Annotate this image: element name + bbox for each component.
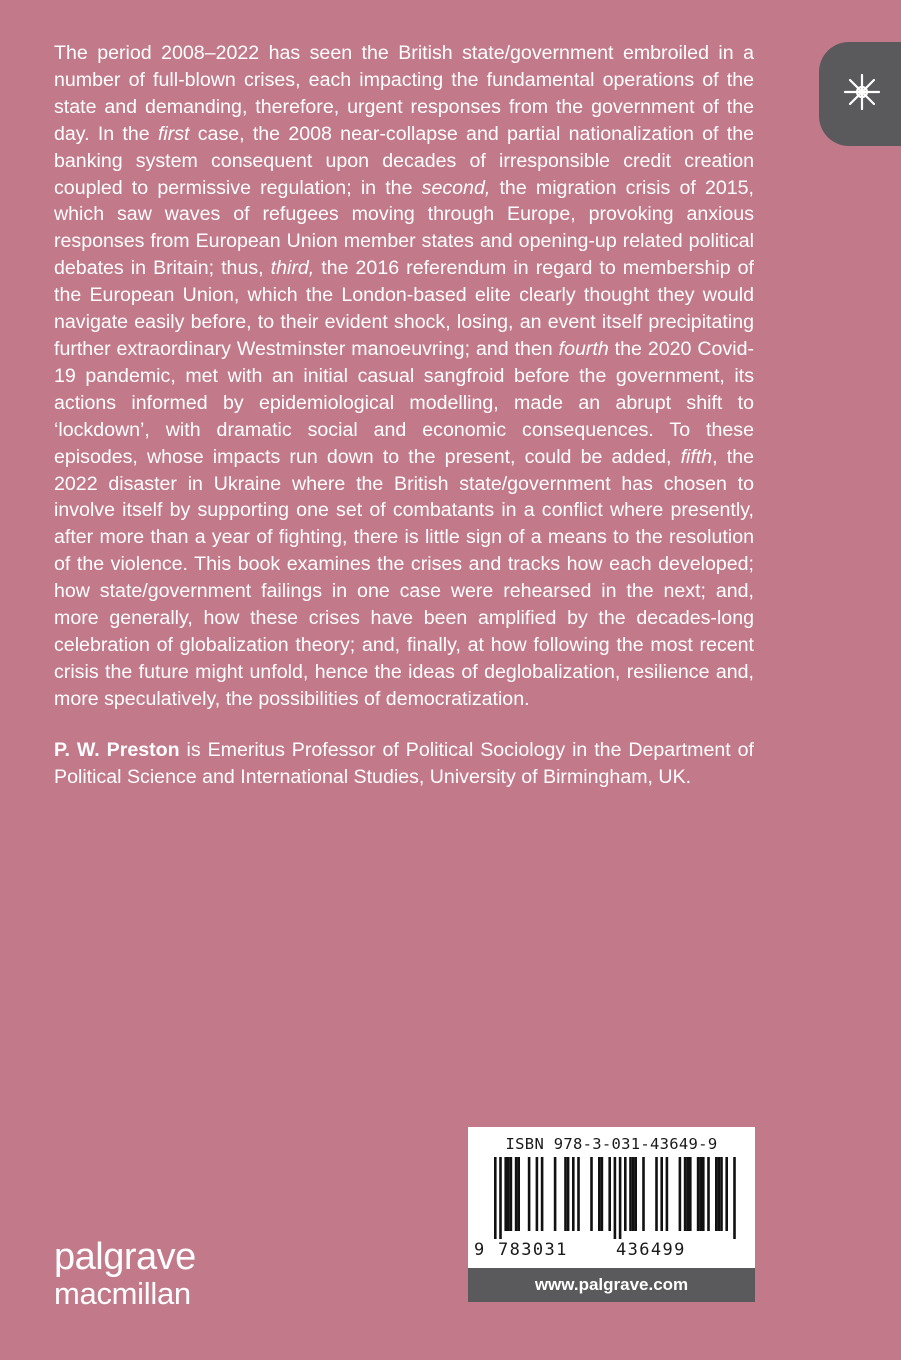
ean-digits-left: 783031 (498, 1240, 568, 1260)
barcode-bar (515, 1157, 518, 1231)
barcode-bar (567, 1157, 570, 1231)
barcode-bar (733, 1157, 736, 1239)
barcode-bar (507, 1157, 510, 1231)
blurb-emphasis: fourth (558, 337, 609, 360)
blurb-emphasis: second, (421, 176, 491, 199)
barcode-bar (655, 1157, 658, 1231)
barcode-bar (642, 1157, 645, 1231)
ean-digit-first: 9 (474, 1240, 485, 1260)
barcode-bar (629, 1157, 632, 1231)
barcode-bar (684, 1157, 687, 1231)
barcode-bar (541, 1157, 544, 1231)
barcode-bar (554, 1157, 557, 1231)
barcode-bar (689, 1157, 692, 1231)
barcode-bar (679, 1157, 682, 1231)
blurb-emphasis: third, (270, 257, 315, 280)
barcode-bar (572, 1157, 575, 1231)
blurb-text: the migration crisis of 2015, which saw waves of refugees moving through Europe, provoking anxious responses from European Union member states and opening-up related political debates in Britain; thus, (54, 176, 754, 280)
publisher-url: www.palgrave.com (534, 1275, 689, 1294)
barcode-bar (614, 1157, 617, 1239)
logo-line1: palgrave (54, 1236, 196, 1278)
publisher-tab (819, 42, 901, 146)
barcode (488, 1157, 736, 1239)
barcode-bar (686, 1157, 689, 1231)
isbn-label: ISBN 978-3-031-43649-9 (505, 1135, 718, 1153)
barcode-bar (697, 1157, 700, 1231)
barcode-bar (707, 1157, 710, 1231)
barcode-bar (725, 1157, 728, 1231)
blurb-emphasis: first (157, 122, 190, 145)
isbn-barcode-box (468, 1127, 755, 1268)
barcode-bar (564, 1157, 567, 1231)
barcode-bar (632, 1157, 635, 1231)
barcode-bar (517, 1157, 520, 1231)
blurb-emphasis: fifth (680, 445, 713, 468)
barcode-bar (528, 1157, 531, 1231)
barcode-bar (504, 1157, 507, 1231)
barcode-bar (666, 1157, 669, 1231)
barcode-bar (619, 1157, 622, 1239)
barcode-bar (715, 1157, 718, 1231)
logo-line2: macmillan (54, 1276, 191, 1311)
barcode-bar (590, 1157, 593, 1231)
blurb-text: the 2020 Covid-19 pandemic, met with an initial casual sangfroid before the government, its actions informed by epidemiological modelling, made an abrupt shift to ‘lockdown’, with dramatic social and economic consequences. To these episodes, whose impacts run down to the present, could be added, (54, 337, 754, 468)
ean-digits-right: 436499 (616, 1240, 686, 1260)
author-bio (54, 737, 754, 791)
barcode-bar (699, 1157, 702, 1231)
blurb-text: The period 2008–2022 has seen the British state/government embroiled in a number of full-blown crises, each impacting the fundamental operations of the state and demanding, therefore, urgent responses from the government of the day. In the (54, 42, 754, 145)
author-name: P. W. Preston (54, 739, 180, 761)
barcode-bar (720, 1157, 723, 1231)
barcode-bar (624, 1157, 627, 1231)
blurb-text: case, the 2008 near-collapse and partial nationalization of the banking system consequent upon decades of irresponsible credit creation coupled to permissive regulation; in the (54, 122, 754, 199)
author-bio-text: is Emeritus Professor of Political Sociology in the Department of Political Science and International Studies, University of Birmingham, UK. (54, 739, 754, 788)
barcode-bar (718, 1157, 721, 1231)
blurb-text: the 2016 referendum in regard to membership of the European Union, which the London-based elite clearly thought they would navigate easily before, to their evident shock, losing, an event itself precipitating further extraordinary Westminster manoeuvring; and then (54, 257, 754, 360)
barcode-bar (601, 1157, 604, 1231)
barcode-bar (660, 1157, 663, 1231)
publisher-logo (54, 1238, 196, 1309)
barcode-bar (598, 1157, 601, 1231)
barcode-bar (702, 1157, 705, 1231)
barcode-bar (536, 1157, 539, 1231)
barcode-bar (499, 1157, 502, 1239)
back-cover-blurb (54, 40, 754, 713)
publisher-url-bar (468, 1268, 755, 1302)
barcode-bar (494, 1157, 497, 1239)
barcode-bar (634, 1157, 637, 1231)
barcode-bar (577, 1157, 580, 1231)
palgrave-flower-icon (838, 72, 882, 117)
barcode-bar (510, 1157, 513, 1231)
barcode-bar (608, 1157, 611, 1231)
blurb-text: , the 2022 disaster in Ukraine where the British state/government has chosen to involve itself by supporting one set of combatants in a conflict where presently, after more than a year of fighting, there is little sign of a means to the resolution of the violence. This book examines the crises and tracks how each developed; how state/government failings in one case were rehearsed in the next; and, more generally, how these crises have been amplified by the decades-long celebration of globalization theory; and, finally, at how following the most recent crisis the future might unfold, hence the ideas of deglobalization, resilience and, more speculatively, the possibilities of democratization. (54, 445, 754, 710)
